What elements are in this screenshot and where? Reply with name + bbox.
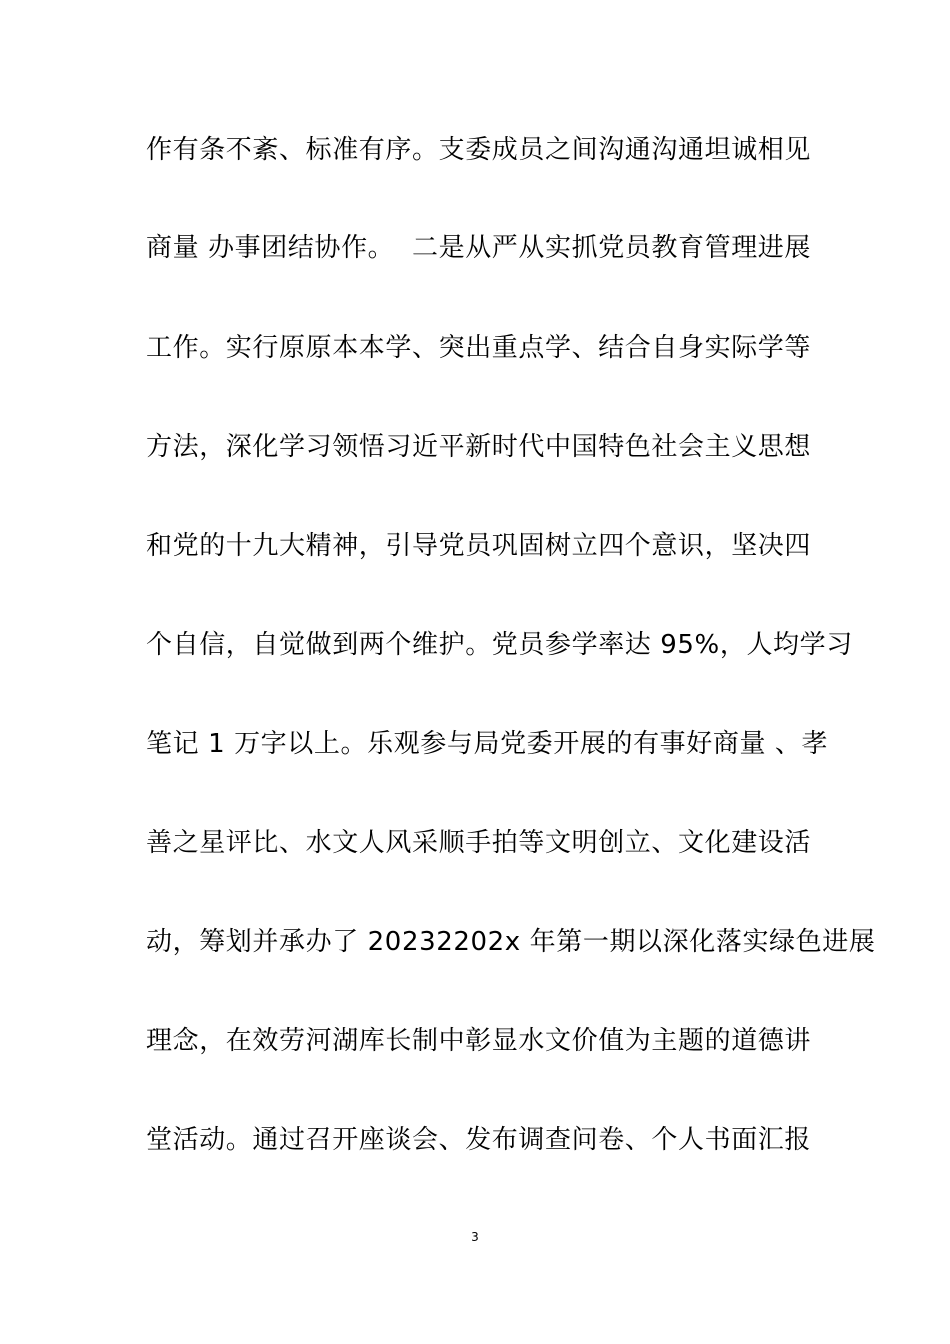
body-text-line: 动，筹划并承办了 20232202x 年第一期以深化落实绿色进展 — [146, 927, 876, 957]
body-text-line: 堂活动。通过召开座谈会、发布调查问卷、个人书面汇报 — [146, 1125, 812, 1155]
body-text-line: 笔记 1 万字以上。乐观参与局党委开展的有事好商量 、孝 — [146, 729, 829, 759]
body-text-line: 理念，在效劳河湖库长制中彰显水文价值为主题的道德讲 — [146, 1026, 812, 1056]
body-text-line: 商量 办事团结协作。 二是从严从实抓党员教育管理进展 — [146, 233, 811, 263]
body-text-line: 方法，深化学习领悟习近平新时代中国特色社会主义思想 — [146, 432, 812, 462]
body-text-line: 个自信，自觉做到两个维护。党员参学率达 95%，人均学习 — [146, 630, 853, 660]
body-text-line: 工作。实行原原本本学、突出重点学、结合自身实际学等 — [146, 333, 812, 363]
body-text-line: 和党的十九大精神，引导党员巩固树立四个意识，坚决四 — [146, 531, 812, 561]
body-text-line: 作有条不紊、标准有序。支委成员之间沟通沟通坦诚相见 — [146, 135, 812, 165]
page-number: 3 — [471, 1230, 479, 1244]
body-text-line: 善之星评比、水文人风采顺手拍等文明创立、文化建设活 — [146, 828, 812, 858]
